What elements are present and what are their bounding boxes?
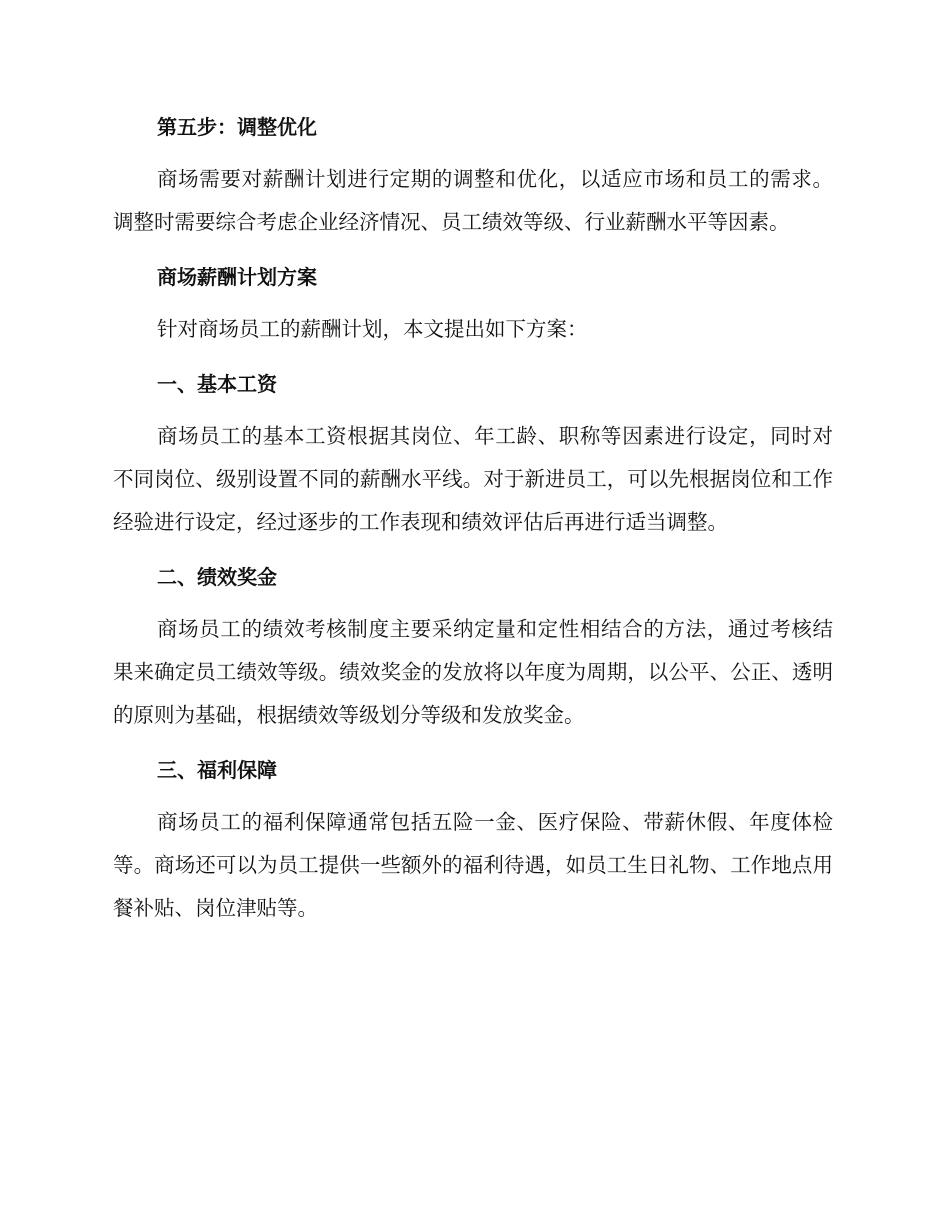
section-paragraph-step5: 商场需要对薪酬计划进行定期的调整和优化，以适应市场和员工的需求。调整时需要综合考虑企业经济情况、员工绩效等级、行业薪酬水平等因素。 [113, 167, 833, 234]
section-heading-plan: 商场薪酬计划方案 [157, 265, 317, 289]
section-heading-welfare: 三、福利保障 [157, 758, 277, 782]
section-paragraph-performance-bonus: 商场员工的绩效考核制度主要采纳定量和定性相结合的方法，通过考核结果来确定员工绩效等级。绩效奖金的发放将以年度为周期，以公平、公正、透明的原则为基础，根据绩效等级划分等级和发放奖金。 [113, 617, 833, 727]
section-paragraph-welfare: 商场员工的福利保障通常包括五险一金、医疗保险、带薪休假、年度体检等。商场还可以为员工提供一些额外的福利待遇，如员工生日礼物、工作地点用餐补贴、岗位津贴等。 [113, 810, 833, 920]
section-paragraph-plan: 针对商场员工的薪酬计划，本文提出如下方案： [157, 317, 588, 341]
document-page [113, 109, 833, 930]
section-heading-performance-bonus: 二、绩效奖金 [157, 565, 277, 589]
section-heading-basic-salary: 一、基本工资 [157, 372, 277, 396]
section-paragraph-basic-salary: 商场员工的基本工资根据其岗位、年工龄、职称等因素进行设定，同时对不同岗位、级别设置不同的薪酬水平线。对于新进员工，可以先根据岗位和工作经验进行设定，经过逐步的工作表现和绩效评估后再进行适当调整。 [113, 424, 833, 534]
section-heading-step5: 第五步：调整优化 [157, 115, 317, 139]
